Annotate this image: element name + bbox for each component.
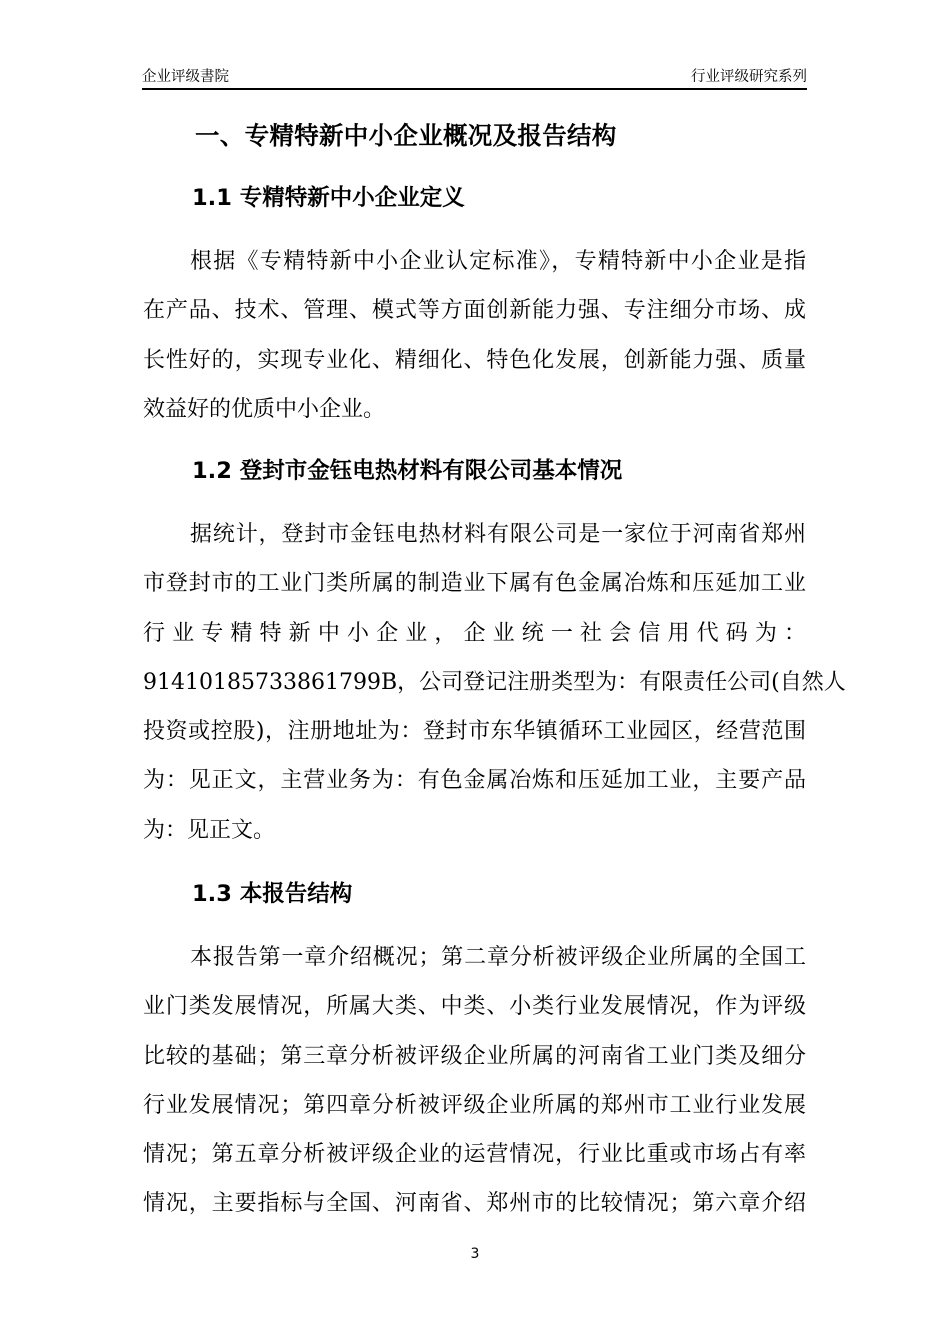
section-heading-1-3: 1.3 本报告结构 (192, 881, 353, 907)
paragraph-line: 本报告第一章介绍概况；第二章分析被评级企业所属的全国工 (190, 945, 806, 970)
paragraph-line: 为：见正文。 (143, 817, 276, 843)
page-number: 3 (470, 1246, 480, 1262)
header-series: 行业评级研究系列 (691, 69, 807, 85)
paragraph-line: 投资或控股)，注册地址为：登封市东华镇循环工业园区，经营范围 (143, 719, 806, 745)
paragraph-line: 行业发展情况；第四章分析被评级企业所属的郑州市工业行业发展 (143, 1092, 806, 1118)
paragraph-line: 据统计，登封市金钰电热材料有限公司是一家位于河南省郑州 (190, 522, 806, 547)
paragraph-line: 根据《专精特新中小企业认定标准》，专精特新中小企业是指 (190, 249, 806, 274)
paragraph-line: 效益好的优质中小企业。 (143, 396, 386, 422)
chapter-title: 一、专精特新中小企业概况及报告结构 (195, 121, 617, 150)
paragraph-line: 为：见正文，主营业务为：有色金属冶炼和压延加工业，主要产品 (143, 768, 806, 794)
section-1-1-paragraph (143, 244, 806, 441)
section-heading-1-2: 1.2 登封市金钰电热材料有限公司基本情况 (192, 458, 623, 484)
section-1-2-paragraph (143, 517, 846, 862)
paragraph-line: 长性好的，实现专业化、精细化、特色化发展，创新能力强、质量 (143, 347, 806, 373)
paragraph-line: 91410185733861799B，公司登记注册类型为：有限责任公司(自然人 (143, 669, 846, 695)
paragraph-line: 业门类发展情况，所属大类、中类、小类行业发展情况，作为评级 (143, 994, 806, 1020)
header-publisher: 企业评级書院 (142, 69, 229, 85)
section-1-3-paragraph (143, 940, 806, 1236)
paragraph-line: 市登封市的工业门类所属的制造业下属有色金属冶炼和压延加工业 (143, 571, 806, 597)
paragraph-line: 情况，主要指标与全国、河南省、郑州市的比较情况；第六章介绍 (143, 1191, 806, 1217)
section-heading-1-1: 1.1 专精特新中小企业定义 (192, 185, 465, 211)
page-header (142, 66, 807, 90)
paragraph-line: 比较的基础；第三章分析被评级企业所属的河南省工业门类及细分 (143, 1043, 806, 1069)
paragraph-line: 行业专精特新中小企业，企业统一社会信用代码为： (143, 620, 806, 646)
paragraph-line: 情况；第五章分析被评级企业的运营情况，行业比重或市场占有率 (143, 1142, 806, 1168)
paragraph-line: 在产品、技术、管理、模式等方面创新能力强、专注细分市场、成 (143, 298, 806, 324)
